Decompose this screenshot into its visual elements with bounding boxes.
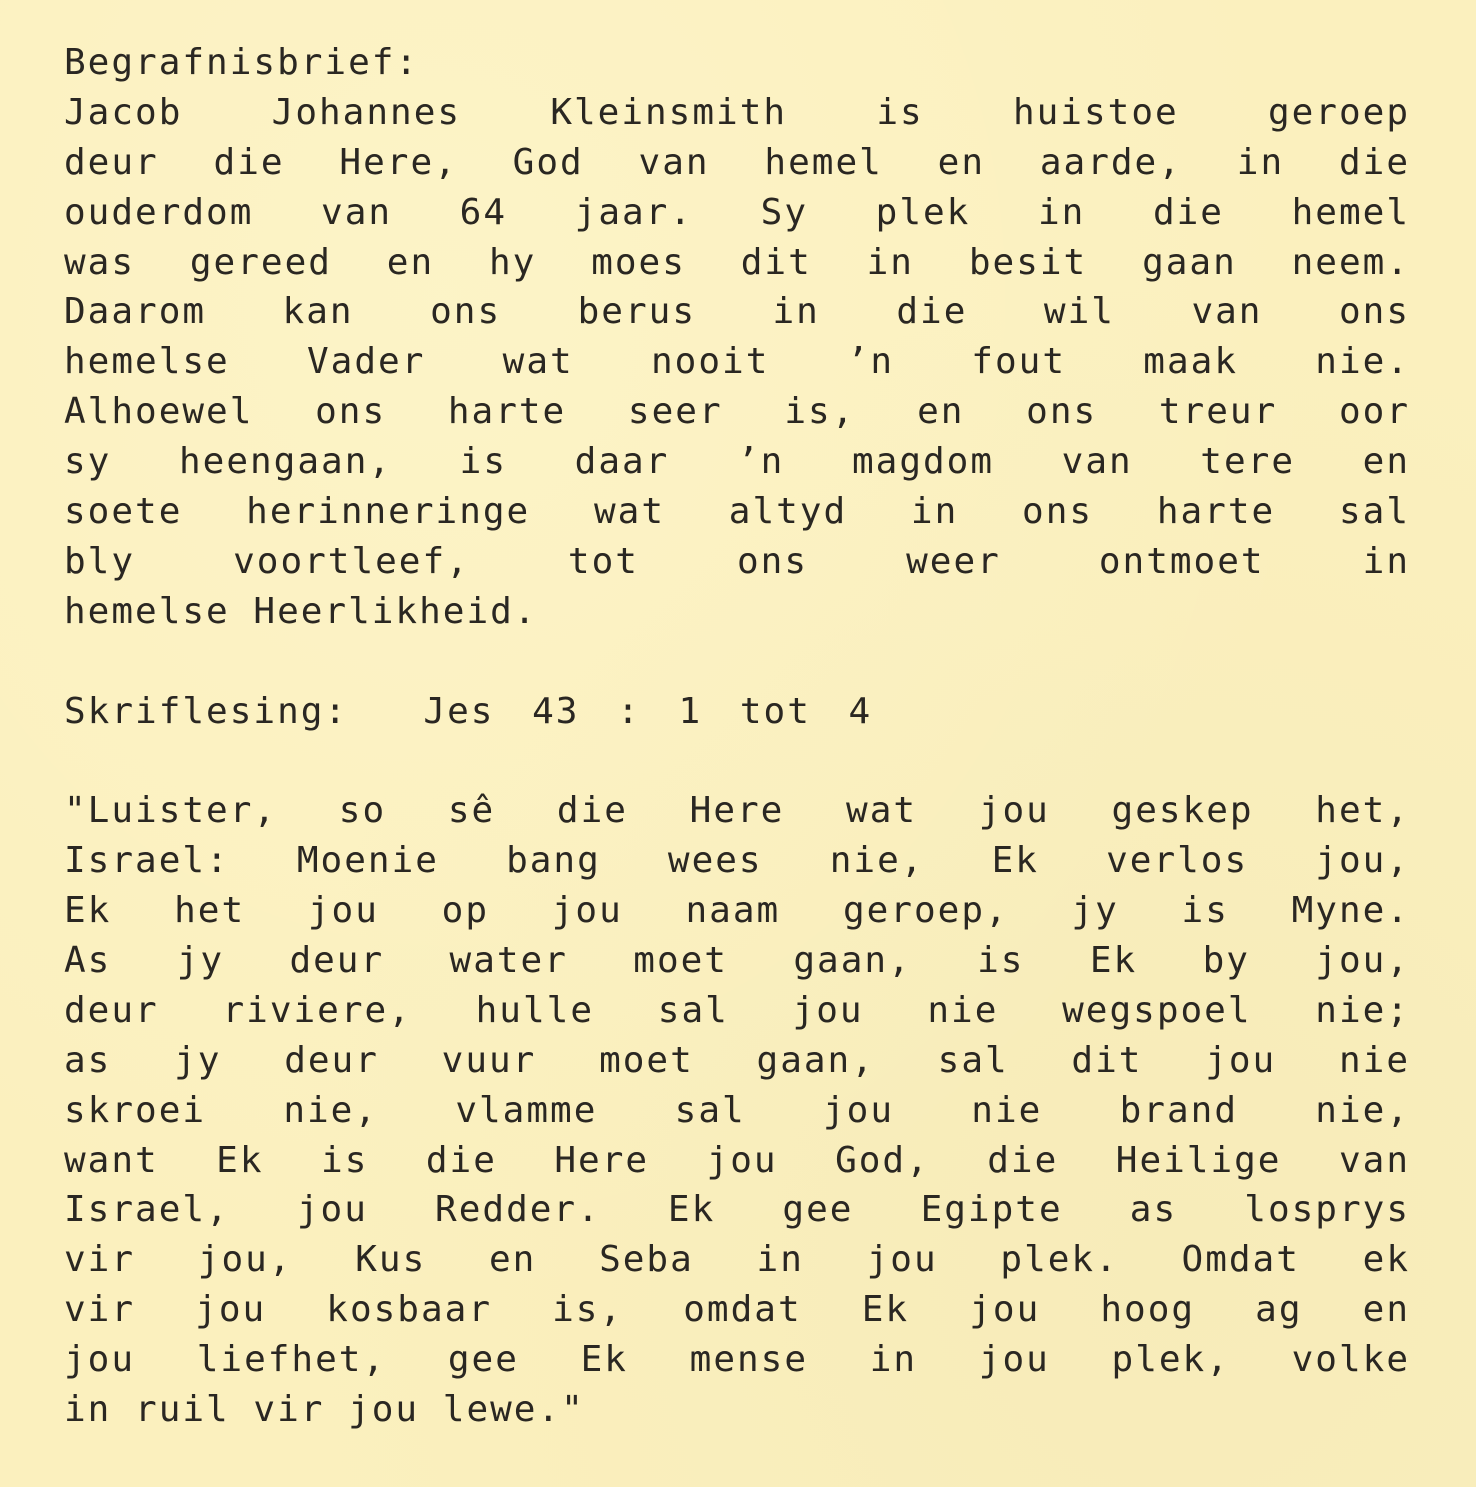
- letter-line: bly voortleef, tot ons weer ontmoet in: [64, 540, 1410, 582]
- quote-line: deur riviere, hulle sal jou nie wegspoel nie;: [64, 989, 1410, 1031]
- quote-line: As jy deur water moet gaan, is Ek by jou,: [64, 940, 1410, 982]
- letter-line: hemelse Heerlikheid.: [64, 590, 538, 632]
- letter-line: ouderdom van 64 jaar. Sy plek in die hemel: [64, 191, 1410, 233]
- quote-line: "Luister, so sê die Here wat jou geskep het,: [64, 790, 1410, 832]
- letter-line: soete herinneringe wat altyd in ons harte sal: [64, 491, 1410, 533]
- quote-line: Israel, jou Redder. Ek gee Egipte as losprys: [64, 1189, 1410, 1231]
- letter-line: deur die Here, God van hemel en aarde, in die: [64, 141, 1410, 183]
- quote-line: Israel: Moenie bang wees nie, Ek verlos jou,: [64, 840, 1410, 882]
- quote-line: vir jou kosbaar is, omdat Ek jou hoog ag en: [64, 1289, 1410, 1331]
- quote-line: jou liefhet, gee Ek mense in jou plek, volke: [64, 1339, 1410, 1381]
- letter-line: sy heengaan, is daar ’n magdom van tere en: [64, 441, 1410, 483]
- letter-line: Daarom kan ons berus in die wil van ons: [64, 291, 1410, 333]
- typed-document: [64, 38, 1410, 1435]
- letter-line: Alhoewel ons harte seer is, en ons treur oor: [64, 391, 1410, 433]
- quotation-body: [64, 786, 1410, 1435]
- quote-line: Ek het jou op jou naam geroep, jy is Myne.: [64, 890, 1410, 932]
- letter-heading: Begrafnisbrief:: [64, 42, 420, 83]
- letter-line: was gereed en hy moes dit in besit gaan neem.: [64, 241, 1410, 283]
- blank-line: [64, 637, 1410, 687]
- letter-line: Jacob Johannes Kleinsmith is huistoe geroep: [64, 91, 1410, 133]
- quote-line: skroei nie, vlamme sal jou nie brand nie,: [64, 1089, 1410, 1131]
- scripture-reference: Skriflesing: Jes 43 : 1 tot 4: [64, 690, 873, 732]
- quote-line: as jy deur vuur moet gaan, sal dit jou nie: [64, 1039, 1410, 1081]
- quote-line: in ruil vir jou lewe.": [64, 1389, 585, 1431]
- quote-line: want Ek is die Here jou God, die Heilige van: [64, 1139, 1410, 1181]
- letter-body: [64, 88, 1410, 637]
- blank-line: [64, 736, 1410, 786]
- letter-line: hemelse Vader wat nooit ’n fout maak nie.: [64, 341, 1410, 383]
- quote-line: vir jou, Kus en Seba in jou plek. Omdat ek: [64, 1239, 1410, 1281]
